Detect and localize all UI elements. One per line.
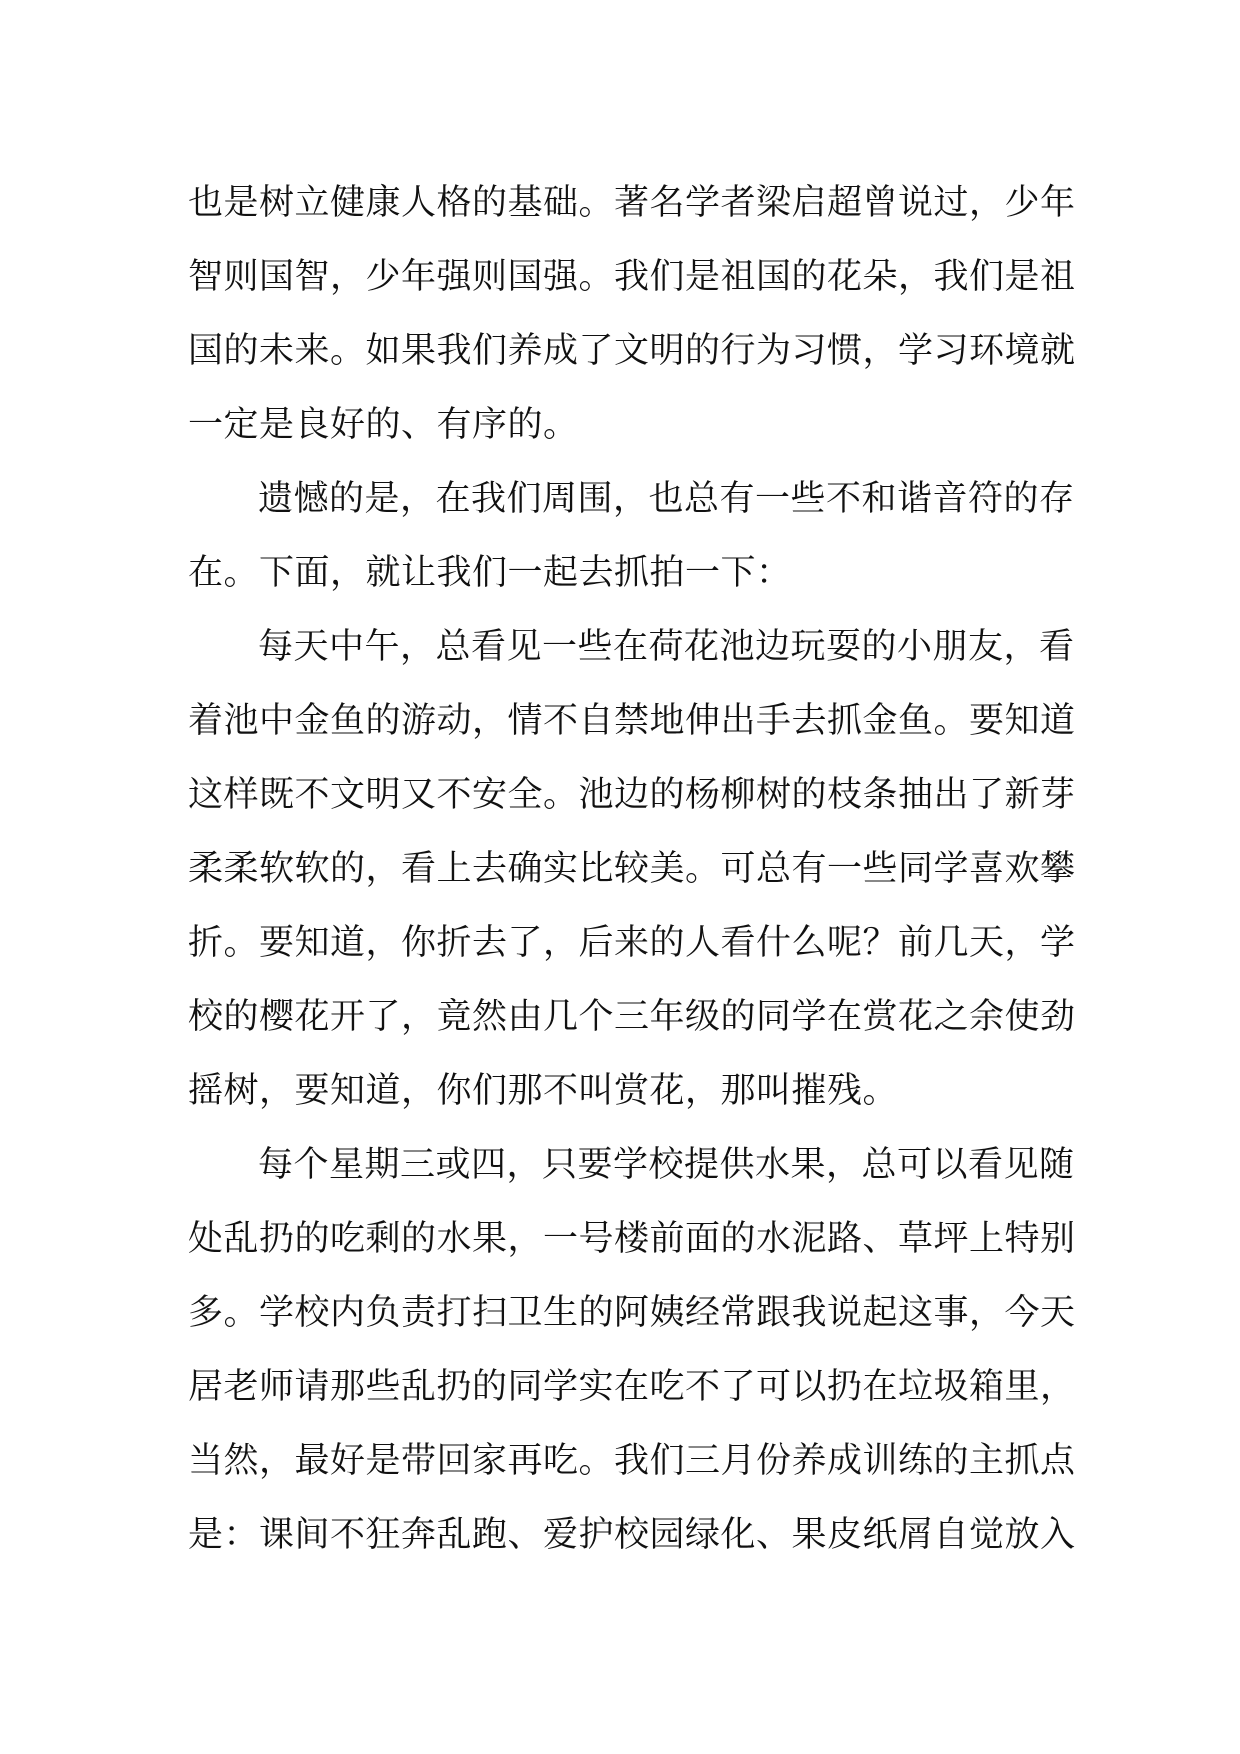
text-line: 折。要知道，你折去了，后来的人看什么呢？前几天，学 [188,923,1076,963]
text-line: 国的未来。如果我们养成了文明的行为习惯，学习环境就 [188,331,1076,371]
text-line: 摇树，要知道，你们那不叫赏花，那叫摧残。 [188,1071,899,1111]
text-line: 也是树立健康人格的基础。著名学者梁启超曾说过，少年 [188,183,1076,223]
paragraph-3 [188,610,1076,1128]
text-line: 是：课间不狂奔乱跑、爱护校园绿化、果皮纸屑自觉放入 [188,1515,1076,1555]
text-line: 每个星期三或四，只要学校提供水果，总可以看见随 [258,1145,1075,1185]
text-line: 每天中午，总看见一些在荷花池边玩耍的小朋友，看 [258,627,1075,667]
text-line: 这样既不文明又不安全。池边的杨柳树的枝条抽出了新芽 [188,775,1076,815]
text-line: 多。学校内负责打扫卫生的阿姨经常跟我说起这事，今天 [188,1293,1076,1333]
text-line: 着池中金鱼的游动，情不自禁地伸出手去抓金鱼。要知道 [188,701,1076,741]
text-line: 在。下面，就让我们一起去抓拍一下： [188,553,792,593]
text-line: 校的樱花开了，竟然由几个三年级的同学在赏花之余使劲 [188,997,1076,1037]
paragraph-2 [188,462,1075,610]
text-line: 智则国智，少年强则国强。我们是祖国的花朵，我们是祖 [188,257,1076,297]
text-line: 柔柔软软的，看上去确实比较美。可总有一些同学喜欢攀 [188,849,1076,889]
text-line: 一定是良好的、有序的。 [188,405,579,445]
text-line: 居老师请那些乱扔的同学实在吃不了可以扔在垃圾箱里， [188,1367,1076,1407]
paragraph-4 [188,1128,1076,1572]
paragraph-1 [188,166,1076,462]
text-line: 处乱扔的吃剩的水果，一号楼前面的水泥路、草坪上特别 [188,1219,1076,1259]
text-line: 遗憾的是，在我们周围，也总有一些不和谐音符的存 [258,479,1075,519]
text-line: 当然，最好是带回家再吃。我们三月份养成训练的主抓点 [188,1441,1076,1481]
body-text [188,166,1076,1572]
